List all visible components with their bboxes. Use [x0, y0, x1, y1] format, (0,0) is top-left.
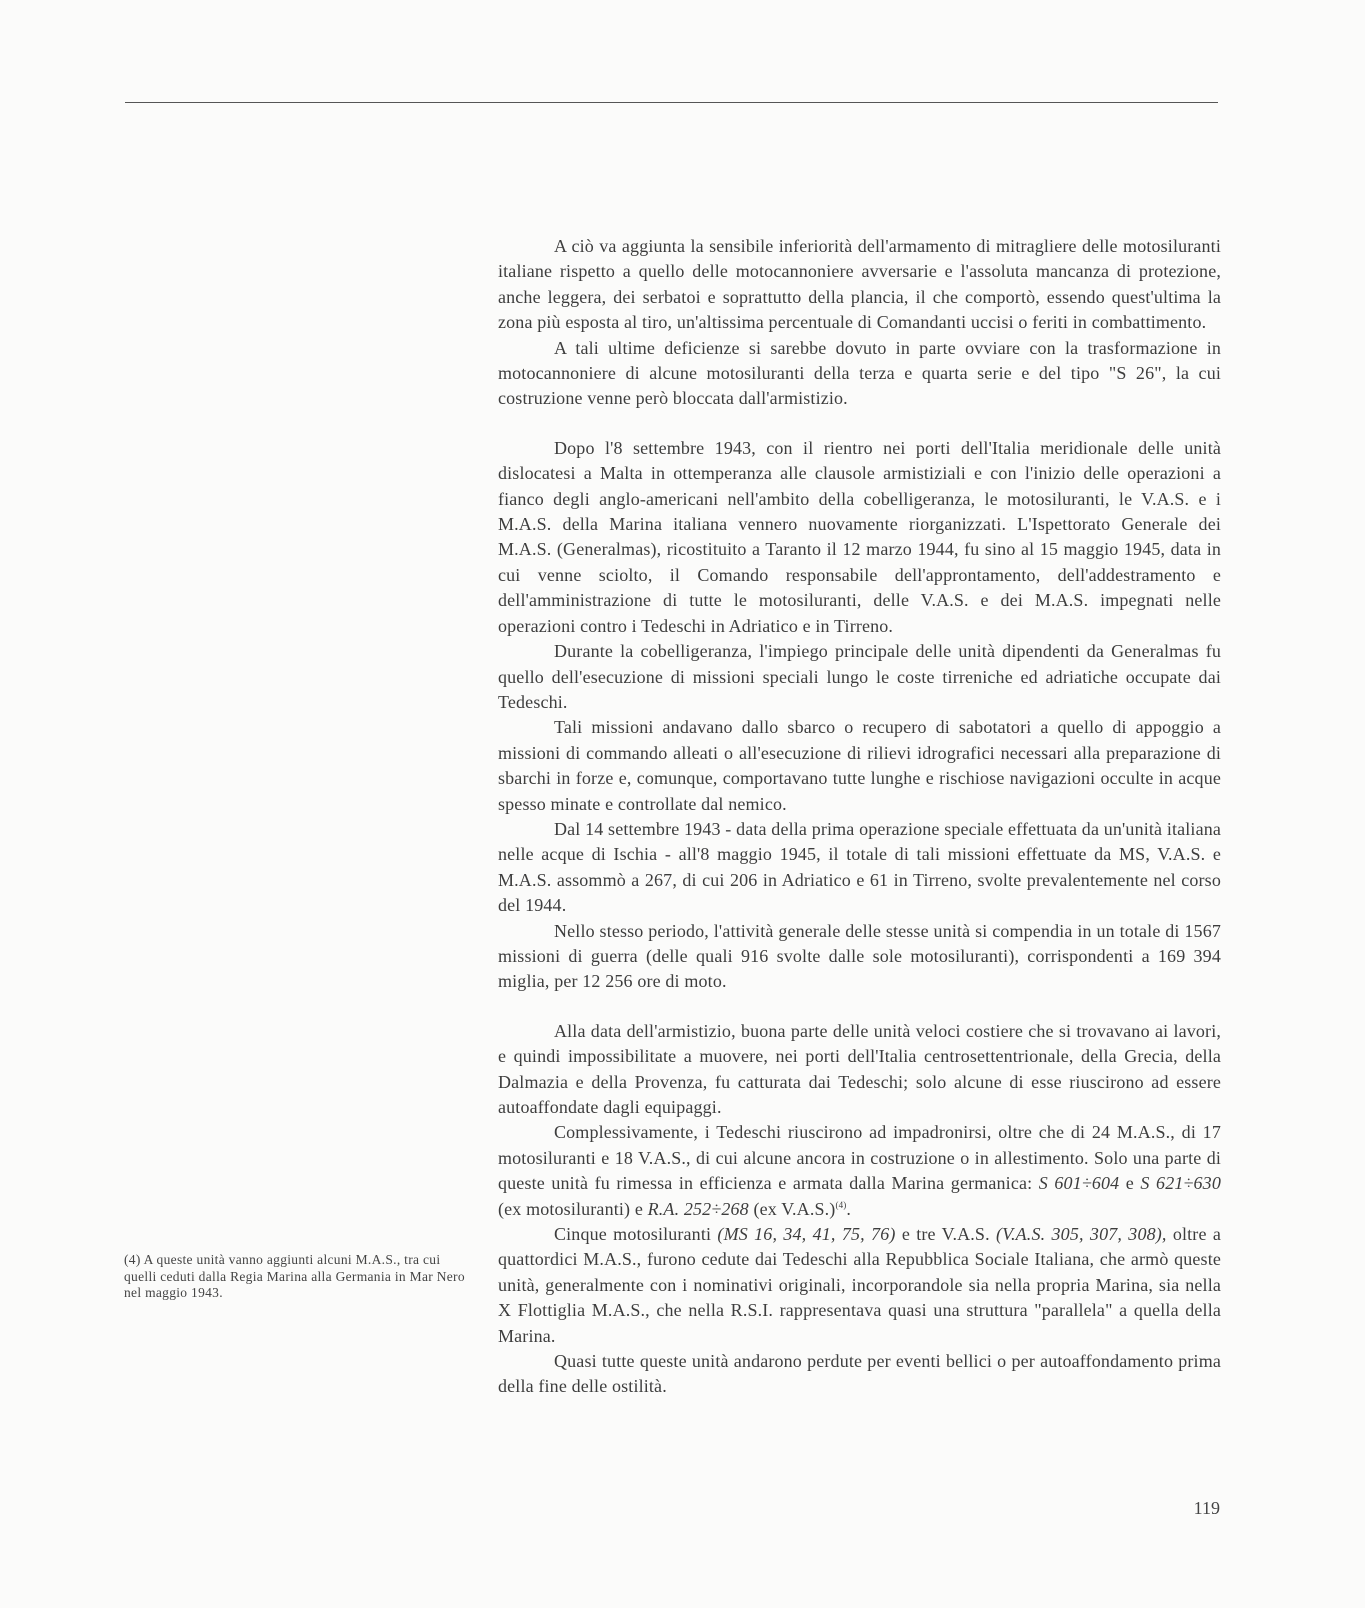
- italic-run: S 621÷630: [1140, 1173, 1221, 1194]
- paragraph: Durante la cobelligeranza, l'impiego principale delle unità dipendenti da Generalmas fu quello dell'esecuzione di missioni speciali lungo le coste tirreniche ed adriatiche occupate dai Tedeschi.: [498, 641, 1221, 712]
- paragraph: Alla data dell'armistizio, buona parte delle unità veloci costiere che si trovavano ai lavori, e quindi impossibilitate a muovere, nei porti dell'Italia centrosettentrionale, della Grecia, della Dalmazia e della Provenza, fu catturata dai Tedeschi; solo alcune di esse riuscirono ad essere autoaffondate dagli equipaggi.: [498, 1020, 1221, 1117]
- footnote: (4) A queste unità vanno aggiunti alcuni M.A.S., tra cui quelli ceduti dalla Regia Marina alla Germania in Mar Nero nel maggio 1943.: [124, 1252, 465, 1300]
- paragraph: Dal 14 settembre 1943 - data della prima operazione speciale effettuata da un'unità italiana nelle acque di Ischia - all'8 maggio 1945, il totale di tali missioni effettuate da MS, V.A.S. e M.A.S. assommò a 267, di cui 206 in Adriatico e 61 in Tirreno, svolte prevalentemente nel corso del 1944.: [498, 818, 1221, 916]
- text-run: (ex V.A.S.): [748, 1198, 836, 1219]
- page-number: 119: [1193, 1498, 1220, 1518]
- italic-run: S 601÷604: [1038, 1173, 1120, 1194]
- paragraph: A tali ultime deficienze si sarebbe dovuto in parte ovviare con la trasformazione in motocannoniere di alcune motosiluranti della terza e quarta serie e del tipo "S 26", la cui costruzione venne però bloccata dall'armistizio.: [498, 337, 1221, 409]
- italic-run: (V.A.S. 305, 307, 308),: [996, 1224, 1167, 1245]
- footnote-marker: (4): [835, 1199, 847, 1210]
- header-rule: [125, 102, 1218, 103]
- paragraph: Tali missioni andavano dallo sbarco o recupero di sabotatori a quello di appoggio a missioni di commando alleati o all'esecuzione di rilievi idrografici necessari alla preparazione di sbarchi in forze e, comunque, comportavano tutte lunghe e rischiose navigazioni occulte in acque spesso minate e controllate dal nemico.: [498, 717, 1221, 814]
- main-text-column: [498, 234, 1221, 1400]
- italic-run: R.A. 252÷268: [647, 1198, 749, 1219]
- paragraph: [498, 1222, 1221, 1349]
- paragraph: Dopo l'8 settembre 1943, con il rientro nei porti dell'Italia meridionale delle unità dislocatesi a Malta in ottemperanza alle clausole armistiziali e con l'inizio delle operazioni a fianco degli anglo-americani nell'ambito della cobelligeranza, le motosiluranti, le V.A.S. e i M.A.S. della Marina italiana vennero nuovamente riorganizzati. L'Ispettorato Generale dei M.A.S. (Generalmas), ricostituito a Taranto il 12 marzo 1944, fu sino al 15 maggio 1945, data in cui venne sciolto, il Comando responsabile dell'approntamento, dell'addestramento e dell'amministrazione di tutte le motosiluranti, delle V.A.S. e dei M.A.S. impegnati nelle operazioni contro i Tedeschi in Adriatico e in Tirreno.: [498, 437, 1221, 636]
- italic-run: (MS 16, 34, 41, 75, 76): [717, 1224, 896, 1245]
- text-run: e: [1119, 1173, 1141, 1194]
- paragraph: Nello stesso periodo, l'attività generale delle stesse unità si compendia in un totale di 1567 missioni di guerra (delle quali 916 svolte dalle sole motosiluranti), corrispondenti a 169 394 miglia, per 12 256 ore di moto.: [498, 920, 1221, 992]
- text-run: .: [846, 1198, 852, 1219]
- paragraph: Quasi tutte queste unità andarono perdute per eventi bellici o per autoaffondamento prima della fine delle ostilità.: [498, 1351, 1221, 1397]
- paragraph: A ciò va aggiunta la sensibile inferiorità dell'armamento di mitragliere delle motosiluranti italiane rispetto a quello delle motocannoniere avversarie e l'assoluta mancanza di protezione, anche leggera, dei serbatoi e soprattutto della plancia, il che comportò, essendo quest'ultima la zona più esposta al tiro, un'altissima percentuale di Comandanti uccisi o feriti in combattimento.: [498, 236, 1221, 333]
- text-run: (ex motosiluranti) e: [498, 1198, 648, 1219]
- text-run: Cinque motosiluranti: [554, 1224, 718, 1245]
- text-run: oltre a quattordici M.A.S., furono cedute dai Tedeschi alla Repubblica Sociale Italiana, che armò queste unità, generalmente con i nominativi originali, incorporandole sia nella propria Marina, sia nella X Flottiglia M.A.S., che nella R.S.I. rappresentava quasi una struttura "parallela" a quella della Marina.: [498, 1224, 1222, 1346]
- text-run: e tre V.A.S.: [895, 1224, 997, 1245]
- text-run: Complessivamente, i Tedeschi riuscirono ad impadronirsi, oltre che di 24 M.A.S., di 17 motosiluranti e 18 V.A.S., di cui alcune ancora in costruzione o in allestimento. Solo una parte di queste unità fu rimessa in efficienza e armata dalla Marina germanica:: [498, 1122, 1221, 1194]
- paragraph: [498, 1120, 1221, 1222]
